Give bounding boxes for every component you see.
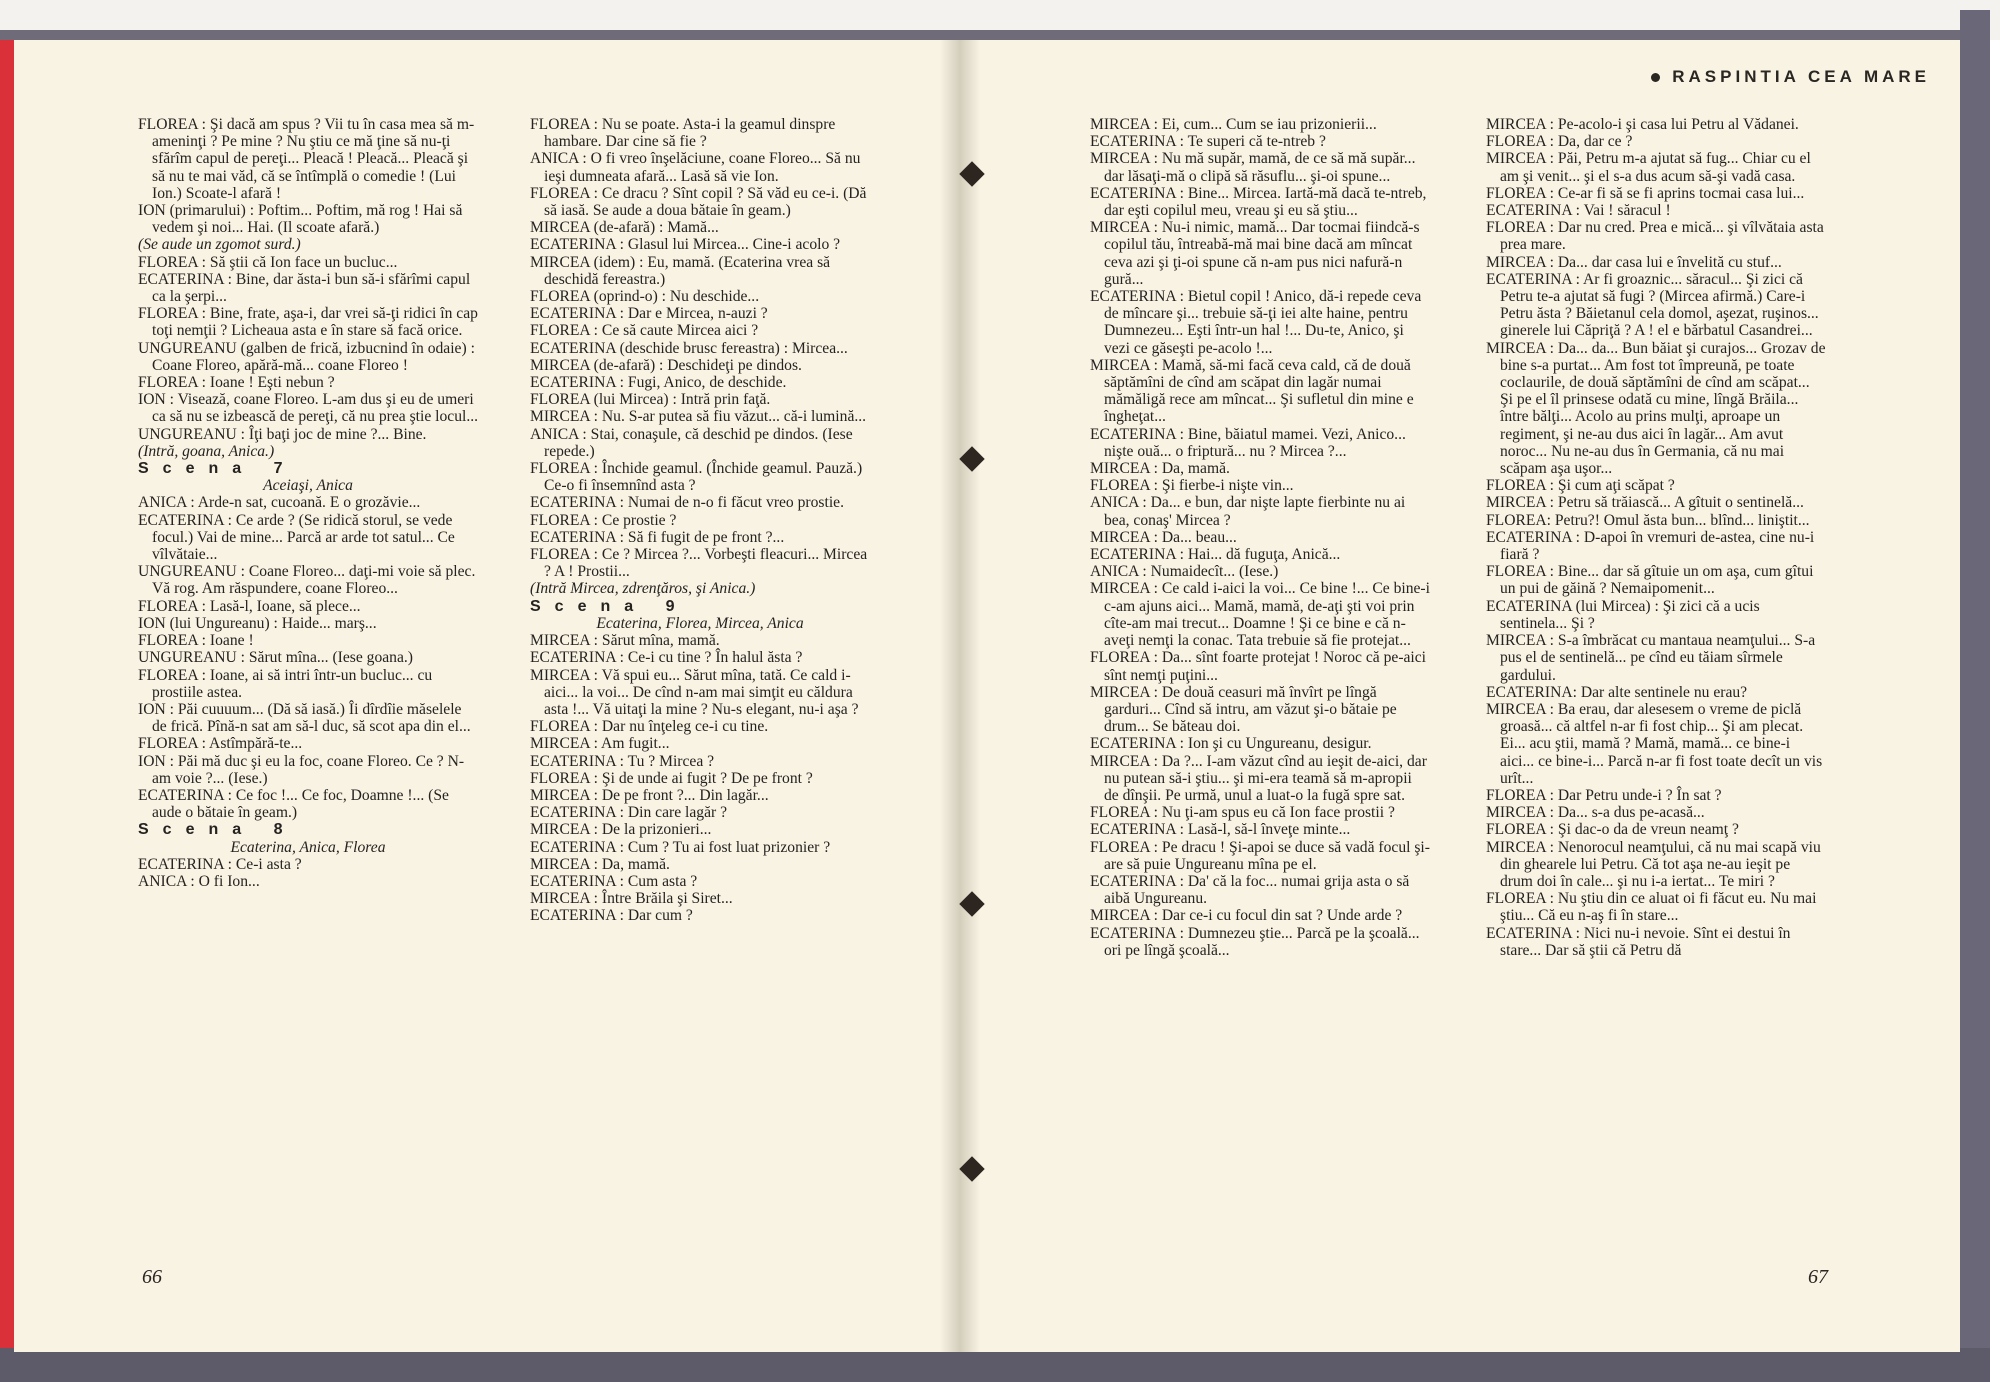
dialogue-line: FLOREA : Lasă-l, Ioane, să plece... (138, 597, 361, 615)
dialogue-line: MIRCEA : Mamă, să-mi facă ceva cald, că de două săptămîni de cînd am scăpat din lagăr numai mămăligă rece am mîncat... Şi sufletul din mine e îngheţat... (1090, 356, 1414, 426)
dialogue-line: UNGUREANU : Coane Floreo... daţi-mi voie să plec. Vă rog. Am răspundere, coane Floreo... (138, 563, 476, 598)
dialogue-line: MIRCEA : De două ceasuri mă învîrt pe lîngă garduri... Cînd să intru, am văzut şi-o bătaie pe drum... Se băteau doi. (1090, 683, 1397, 736)
dialogue-line: ECATERINA: Dar alte sentinele nu erau? (1486, 683, 1748, 701)
dialogue-line: MIRCEA (de-afară) : Mamă... (530, 219, 719, 237)
dialogue-line: ION : Păi mă duc şi eu la foc, coane Floreo. Ce ? N-am voie ?... (Iese.) (138, 752, 465, 787)
dialogue-line: FLOREA : Ce ? Mircea ?... Vorbeşti fleacuri... Mircea ? A ! Prostii... (530, 546, 868, 581)
dialogue-line: ECATERINA : Tu ? Mircea ? (530, 752, 715, 770)
dialogue-line: FLOREA : Şi dacă am spus ? Vii tu în casa mea să m-ameninţi ? Pe mine ? Nu ştiu ce mă ţine să nu-ţi sfărîm capul de pereţi... Pleacă ! Pleacă... Pleacă şi să nu te mai văd, că se întîmplă o comedie ! (Lui Ion.) Scoate-l afară ! (138, 116, 475, 202)
dialogue-line: FLOREA : Da, dar ce ? (1486, 133, 1633, 151)
dialogue-line: FLOREA : Ce să caute Mircea aici ? (530, 322, 759, 340)
running-head-text: RASPINTIA CEA MARE (1672, 67, 1930, 86)
dialogue-line: MIRCEA : Nenorocul neamţului, că nu mai scapă viu din ghearele lui Petru. Că tot aşa ne-au ieşit pe drum doi în cale... şi nu i-a iertat... Te miri ? (1486, 838, 1821, 890)
book-cover-edge-right (1960, 10, 1990, 1370)
dialogue-line: FLOREA : Şi de unde ai fugit ? De pe front ? (530, 769, 813, 787)
dialogue-line: ION : Visează, coane Floreo. L-am dus şi eu de umeri ca să nu se izbească de pereţi, că nu prea ştie locul... (138, 391, 479, 426)
page-number-right: 67 (1808, 1266, 1828, 1288)
dialogue-line: UNGUREANU : Îţi baţi joc de mine ?... Bine. (138, 425, 427, 443)
dialogue-line: ECATERINA : Dumnezeu ştie... Parcă pe la şcoală... ori pe lîngă şcoală... (1090, 924, 1420, 959)
dialogue-line: MIRCEA : Ei, cum... Cum se iau prizonierii... (1090, 116, 1377, 133)
dialogue-line: ECATERINA : Nici nu-i nevoie. Sînt ei destui în stare... Dar să ştii că Petru dă (1486, 924, 1791, 959)
dialogue-line: ECATERINA : Ar fi groaznic... săracul... Şi zici că Petru te-a ajutat să fugi ? (Mircea afirmă.) Care-i Petru ăsta ? Băietanul cela domol, aşezat, ruşinos... ginerele lui Căpriţă ? A ! el e bărbatul Casandrei... (1486, 270, 1819, 340)
dialogue-line: ECATERINA : Bine, băiatul mamei. Vezi, Anico... nişte ouă... o friptură... nu ? Mircea ?... (1090, 425, 1406, 460)
dialogue-line: FLOREA : Să ştii că Ion face un bucluc... (138, 253, 398, 271)
dialogue-line: ECATERINA : Bine, dar ăsta-i bun să-i sfărîmi capul ca la şerpi... (138, 270, 471, 306)
dialogue-line: MIRCEA : Da, mamă. (1090, 460, 1230, 478)
dialogue-line: FLOREA (oprind-o) : Nu deschide... (530, 288, 760, 306)
dialogue-line: MIRCEA : Da... dar casa lui e învelită cu stuf... (1486, 253, 1782, 271)
left-page-column-2 (530, 116, 870, 925)
book-cover-top (0, 0, 2000, 40)
dialogue-line: MIRCEA : De la prizonieri... (530, 821, 712, 839)
scene-heading: Scena 9 (530, 597, 689, 615)
dialogue-line: ECATERINA : Numai de n-o fi făcut vreo prostie. (530, 494, 844, 512)
dialogue-line: MIRCEA : Da... s-a dus pe-acasă... (1486, 804, 1705, 822)
dialogue-line: ECATERINA : Ce arde ? (Se ridică storul, se vede focul.) Vai de mine... Parcă ar arde tot satul... Ce vîlvătaie... (138, 511, 455, 564)
dialogue-line: MIRCEA : Da... da... Bun băiat şi curajos... Grozav de bine s-a purtat... Am fost tot împreună, pe toate coclaurile, de două săptămîni de cînd am scăpat... Şi pe el îl prinsese odată cu mine, lîngă Brăila... între bălţi... Acolo au prins mulţi, aproape un regiment, şi ne-au dus aici în lagăr... Am avut noroc... Nu ne-au dus în Germania, că nu mai scăpam aşa uşor... (1486, 339, 1826, 478)
dialogue-line: ANICA : Stai, conaşule, că deschid pe dindos. (Iese repede.) (530, 425, 853, 460)
dialogue-line: ANICA : Arde-n sat, cucoană. E o grozăvie... (138, 494, 421, 512)
dialogue-line: ECATERINA : Da' că la foc... numai grija asta o să aibă Ungureanu. (1090, 872, 1410, 908)
dialogue-line: FLOREA : Ioane ! (138, 632, 254, 650)
dialogue-line: ECATERINA : Ion şi cu Ungureanu, desigur. (1090, 735, 1372, 753)
dialogue-line: FLOREA : Închide geamul. (Închide geamul. Pauză.) Ce-o fi însemnînd asta ? (530, 460, 863, 495)
dialogue-line: FLOREA : Dar nu înţeleg ce-i cu tine. (530, 718, 769, 736)
dialogue-line: ECATERINA : Hai... dă fuguţa, Anică... (1090, 546, 1341, 564)
dialogue-line: ANICA : Da... e bun, dar nişte lapte fierbinte nu ai bea, conaş' Mircea ? (1090, 494, 1406, 529)
dialogue-line: MIRCEA : Păi, Petru m-a ajutat să fug... Chiar cu el am şi venit... şi el s-a dus acum să-şi vadă casa. (1486, 150, 1811, 185)
dialogue-line: MIRCEA : Sărut mîna, mamă. (530, 632, 720, 650)
dialogue-line: FLOREA : Ioane, ai să intri într-un bucluc... cu prostiile astea. (138, 666, 433, 701)
scene-cast: Ecaterina, Anica, Florea (230, 838, 386, 856)
dialogue-line: MIRCEA (idem) : Eu, mamă. (Ecaterina vrea să deschidă fereastra.) (530, 253, 831, 288)
dialogue-line: FLOREA : Astîmpără-te... (138, 735, 303, 753)
dialogue-line: MIRCEA : De pe front ?... Din lagăr... (530, 786, 769, 804)
dialogue-line: FLOREA : Dar nu cred. Prea e mică... şi vîlvătaia asta prea mare. (1486, 219, 1824, 254)
dialogue-line: ECATERINA : Cum ? Tu ai fost luat prizonier ? (530, 838, 831, 856)
dialogue-line: ION (primarului) : Poftim... Poftim, mă rog ! Hai să vedem şi noi... Hai. (Il scoate afară.) (138, 202, 463, 237)
dialogue-line: ECATERINA : D-apoi în vremuri de-astea, cine nu-i fiară ? (1486, 528, 1815, 564)
dialogue-line: FLOREA : Bine... dar să gîtuie un om aşa, cum gîtui un pui de găină ? Nemaipomenit... (1486, 563, 1814, 598)
dialogue-line: FLOREA : Nu ştiu din ce aluat oi fi făcut eu. Nu mai ştiu... Că eu n-aş fi în stare... (1486, 890, 1817, 925)
dialogue-line: ECATERINA (deschide brusc fereastra) : Mircea... (530, 339, 848, 357)
right-page-column-2 (1486, 116, 1826, 959)
scene-heading: Scena 7 (138, 460, 297, 478)
scene-cast: Aceiaşi, Anica (263, 477, 353, 495)
dialogue-line: ECATERINA : Cum asta ? (530, 872, 698, 890)
dialogue-line: MIRCEA : Da, mamă. (530, 855, 670, 873)
dialogue-line: ECATERINA : Ce-i asta ? (138, 855, 302, 873)
dialogue-line: MIRCEA : Nu. S-ar putea să fiu văzut... că-i lumină... (530, 408, 867, 426)
dialogue-line: FLOREA : Pe dracu ! Şi-apoi se duce să vadă focul şi-are să puie Ungureanu mîna pe el. (1090, 838, 1430, 873)
dialogue-line: ECATERINA : Ce foc !... Ce foc, Doamne !... (Se aude o bătaie în geam.) (138, 786, 449, 822)
dialogue-line: UNGUREANU (galben de frică, izbucnind în odaie) : Coane Floreo, apără-mă... coane Floreo ! (138, 339, 475, 374)
running-head (1651, 67, 1930, 87)
scene-cast: Ecaterina, Florea, Mircea, Anica (596, 614, 804, 632)
dialogue-line: ANICA : O fi Ion... (138, 872, 260, 890)
right-page-column-1 (1090, 116, 1430, 959)
dialogue-line: ECATERINA : Glasul lui Mircea... Cine-i acolo ? (530, 236, 841, 254)
dialogue-line: MIRCEA : Petru să trăiască... A gîtuit o sentinelă... (1486, 494, 1804, 512)
dialogue-line: FLOREA: Petru?! Omul ăsta bun... blînd... liniştit... (1486, 511, 1810, 529)
dialogue-line: FLOREA : Şi fierbe-i nişte vin... (1090, 477, 1294, 495)
dialogue-line: MIRCEA : Vă spui eu... Sărut mîna, tată. Ce cald i-aici... la voi... De cînd n-am mai simţit eu căldura asta !... Vă uitaţi la mine ? Nu-s elegant, nu-i aşa ? (530, 666, 859, 718)
left-page (14, 40, 974, 1352)
dialogue-line: ECATERINA : Te superi că te-ntreb ? (1090, 133, 1326, 151)
dialogue-line: FLOREA : Şi dac-o da de vreun neamţ ? (1486, 821, 1739, 839)
dialogue-line: ION : Păi cuuuum... (Dă să iasă.) Îi dîrdîie măselele de frică. Pînă-n sat am să-l duc, să scot apa din el... (138, 700, 471, 736)
right-page (974, 40, 1960, 1352)
book-gutter (940, 40, 980, 1352)
scene-heading: Scena 8 (138, 821, 297, 839)
left-page-column-1 (138, 116, 478, 890)
dialogue-line: UNGUREANU : Sărut mîna... (Iese goana.) (138, 649, 413, 667)
stage-direction: (Intră, goana, Anica.) (138, 442, 275, 460)
dialogue-line: ECATERINA : Dar cum ? (530, 907, 693, 925)
stage-direction: (Se aude un zgomot surd.) (138, 236, 301, 254)
dialogue-line: MIRCEA (de-afară) : Deschideţi pe dindos. (530, 356, 802, 374)
dialogue-line: ECATERINA : Dar e Mircea, n-auzi ? (530, 305, 768, 323)
dialogue-line: MIRCEA : S-a îmbrăcat cu mantaua neamţului... S-a pus el de sentinelă... pe cînd eu tăiam sîrmele gardului. (1486, 632, 1816, 684)
dialogue-line: MIRCEA : Pe-acolo-i şi casa lui Petru al Vădanei. (1486, 116, 1799, 133)
dialogue-line: FLOREA : Nu se poate. Asta-i la geamul dinspre hambare. Dar cine să fie ? (530, 116, 836, 151)
dialogue-line: FLOREA : Ce dracu ? Sînt copil ? Să văd eu ce-i. (Dă să iasă. Se aude a doua bătaie în geam.) (530, 184, 867, 220)
dialogue-line: MIRCEA : Am fugit... (530, 735, 670, 753)
dialogue-line: FLOREA : Dar Petru unde-i ? În sat ? (1486, 786, 1722, 804)
dialogue-line: MIRCEA : Nu-i nimic, mamă... Dar tocmai fiindcă-s copilul tău, întreabă-mă mai bine dacă am mîncat ceva azi şi ţi-oi spune că n-am pus nici nafură-n gură... (1090, 219, 1420, 288)
page-number-left: 66 (142, 1266, 162, 1288)
dialogue-line: ECATERINA : Fugi, Anico, de deschide. (530, 374, 787, 392)
dialogue-line: MIRCEA : Da... beau... (1090, 528, 1237, 546)
dialogue-line: FLOREA (lui Mircea) : Intră prin faţă. (530, 391, 771, 409)
dialogue-line: ECATERINA : Bine... Mircea. Iartă-mă dacă te-ntreb, dar eşti copilul meu, vreau şi eu să ştiu... (1090, 184, 1427, 220)
dialogue-line: FLOREA : Şi cum aţi scăpat ? (1486, 477, 1675, 495)
dialogue-line: FLOREA : Nu ţi-am spus eu că Ion face prostii ? (1090, 804, 1395, 822)
dialogue-line: MIRCEA : Ba erau, dar alesesem o vreme de piclă groasă... că altfel n-ar fi fost chip... Şi am plecat. Ei... acu ştii, mamă ? Mamă, mamă... ce bine-i aici... ce bine-i... Parcă n-ar fi fost toate decît un vis urît... (1486, 700, 1823, 787)
stage-direction: (Intră Mircea, zdrenţăros, şi Anica.) (530, 580, 756, 598)
dialogue-line: MIRCEA : Ce cald i-aici la voi... Ce bine !... Ce bine-i c-am ajuns aici... Mamă, mamă, de-aţi şti voi prin cîte-am mai trecut... Doamne ! Şi ce bine e că n-aveţi nemţi la conac. Tata trebuie să fie protejat... (1090, 580, 1430, 650)
book-cover-edge-left (0, 40, 14, 1348)
dialogue-line: ECATERINA : Bietul copil ! Anico, dă-i repede ceva de mîncare şi... trebuie să-ţi iei alte haine, pentru Dumnezeu... Eşti într-un hal !... Du-te, Anico, şi vezi ce găseşti pe-acolo !... (1090, 288, 1422, 357)
dialogue-line: ECATERINA : Vai ! săracul ! (1486, 202, 1671, 220)
dialogue-line: FLOREA : Bine, frate, aşa-i, dar vrei să-ţi ridici în cap toţi nemţii ? Licheaua asta e în stare să facă orice. (138, 305, 478, 340)
dialogue-line: ECATERINA : Lasă-l, să-l înveţe minte... (1090, 821, 1351, 839)
bullet-icon (1651, 73, 1660, 82)
book-cover-bottom (0, 1348, 1990, 1382)
dialogue-line: ECATERINA (lui Mircea) : Şi zici că a ucis sentinela... Şi ? (1486, 597, 1760, 632)
dialogue-line: FLOREA : Ce-ar fi să se fi aprins tocmai casa lui... (1486, 184, 1805, 202)
dialogue-line: ECATERINA : Să fi fugit de pe front ?... (530, 528, 785, 546)
dialogue-line: ECATERINA : Din care lagăr ? (530, 804, 728, 822)
dialogue-line: MIRCEA : Da ?... I-am văzut cînd au ieşit de-aici, dar nu putean să-i ştiu... şi mi-era teamă să m-apropii de dînşii. Pe urmă, unul a luat-o la fugă spre sat. (1090, 752, 1427, 804)
dialogue-line: ANICA : Numaidecît... (Iese.) (1090, 563, 1279, 581)
dialogue-line: ANICA : O fi vreo înşelăciune, coane Floreo... Să nu ieşi dumneata afară... Lasă să vie Ion. (530, 150, 861, 185)
dialogue-line: ECATERINA : Ce-i cu tine ? În halul ăsta ? (530, 649, 803, 667)
dialogue-line: ION (lui Ungureanu) : Haide... marş... (138, 614, 377, 632)
dialogue-line: FLOREA : Ioane ! Eşti nebun ? (138, 374, 335, 392)
dialogue-line: MIRCEA : Nu mă supăr, mamă, de ce să mă supăr... dar lăsaţi-mă o clipă să răsuflu... şi-oi spune... (1090, 150, 1416, 185)
dialogue-line: FLOREA : Da... sînt foarte protejat ! Noroc că pe-aici sînt nemţi puţini... (1090, 649, 1427, 684)
dialogue-line: FLOREA : Ce prostie ? (530, 511, 677, 529)
dialogue-line: MIRCEA : Dar ce-i cu focul din sat ? Unde arde ? (1090, 907, 1403, 925)
dialogue-line: MIRCEA : Între Brăila şi Siret... (530, 890, 733, 908)
